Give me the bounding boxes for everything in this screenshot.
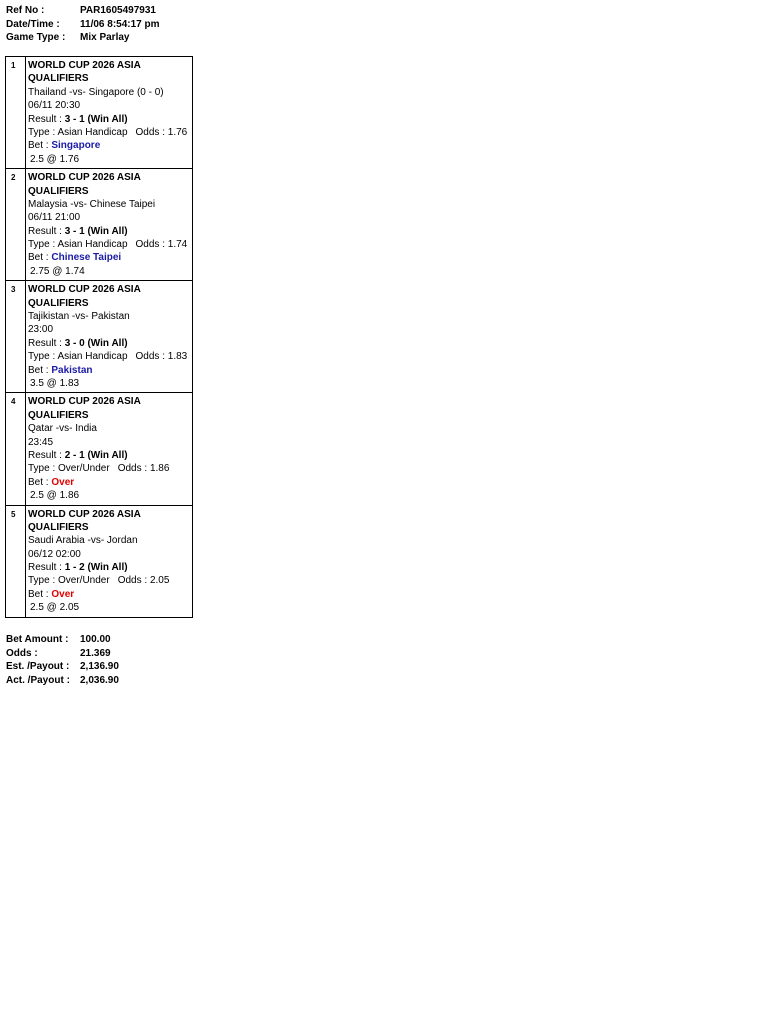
leg-number: 1 xyxy=(6,57,26,169)
bet-type: Type : Asian Handicap xyxy=(28,239,128,251)
leg-odds: Odds : 1.86 xyxy=(117,463,170,475)
datetime-label: Date/Time : xyxy=(6,18,60,30)
bet-leg-row xyxy=(6,57,193,169)
ref-no-value: PAR1605497931 xyxy=(80,5,156,16)
bet-selection-line xyxy=(28,251,192,264)
datetime-value: 11/06 8:54:17 pm xyxy=(80,18,160,30)
leg-number: 2 xyxy=(6,169,26,281)
bet-type-line xyxy=(28,126,192,139)
game-type-label: Game Type : xyxy=(6,32,66,43)
act-payout-row xyxy=(6,674,119,688)
match-teams: Malaysia -vs- Chinese Taipei xyxy=(28,198,156,210)
ref-no-row xyxy=(6,4,160,18)
match-time: 06/12 02:00 xyxy=(28,548,81,560)
match-result xyxy=(28,561,192,574)
match-teams: Saudi Arabia -vs- Jordan xyxy=(28,535,138,547)
leg-odds: Odds : 1.83 xyxy=(135,351,188,363)
bet-label: Bet : xyxy=(28,588,52,600)
leg-number: 4 xyxy=(6,393,26,505)
league-name-line2: QUALIFIERS xyxy=(28,409,89,421)
result-label: Result : xyxy=(28,225,65,237)
league-name-line2: QUALIFIERS xyxy=(28,185,89,197)
league-name-line1: WORLD CUP 2026 ASIA xyxy=(28,284,141,296)
bet-leg-row xyxy=(6,393,193,505)
leg-odds: Odds : 1.74 xyxy=(135,239,188,251)
bet-label: Bet : xyxy=(28,252,52,264)
bet-amount-value: 100.00 xyxy=(80,634,111,645)
leg-details xyxy=(26,393,193,505)
result-value: 3 - 1 (Win All) xyxy=(64,113,128,125)
act-payout-label: Act. /Payout : xyxy=(6,674,70,686)
leg-details xyxy=(26,505,193,617)
bet-selection-line xyxy=(28,364,192,377)
result-label: Result : xyxy=(28,562,65,574)
result-value: 1 - 2 (Win All) xyxy=(64,562,128,574)
handicap-line: 3.5 @ 1.83 xyxy=(30,377,80,389)
bet-leg-row xyxy=(6,281,193,393)
handicap-line: 2.75 @ 1.74 xyxy=(30,265,85,277)
match-time: 06/11 20:30 xyxy=(28,100,81,112)
match-time: 23:45 xyxy=(28,436,54,448)
result-value: 2 - 1 (Win All) xyxy=(64,449,128,461)
est-payout-value: 2,136.90 xyxy=(80,661,119,672)
ticket-header xyxy=(6,4,160,45)
bet-selection: Over xyxy=(51,588,75,600)
bet-type: Type : Asian Handicap xyxy=(28,126,128,138)
bet-amount-label: Bet Amount : xyxy=(6,634,69,645)
est-payout-row xyxy=(6,660,119,674)
handicap-line: 2.5 @ 1.86 xyxy=(30,490,80,502)
leg-number: 3 xyxy=(6,281,26,393)
bet-selection: Singapore xyxy=(51,140,101,152)
result-label: Result : xyxy=(28,449,65,461)
bet-selection-line xyxy=(28,588,192,601)
league-name-line2: QUALIFIERS xyxy=(28,73,89,85)
bet-type: Type : Asian Handicap xyxy=(28,351,128,363)
league-name-line1: WORLD CUP 2026 ASIA xyxy=(28,60,141,71)
result-value: 3 - 0 (Win All) xyxy=(64,337,128,349)
handicap-line: 2.5 @ 1.76 xyxy=(30,153,80,165)
leg-details xyxy=(26,57,193,169)
bet-label: Bet : xyxy=(28,364,52,376)
leg-odds: Odds : 2.05 xyxy=(117,575,170,587)
datetime-row xyxy=(6,18,160,32)
match-time: 06/11 21:00 xyxy=(28,212,81,224)
match-result xyxy=(28,113,192,126)
act-payout-value: 2,036.90 xyxy=(80,674,119,686)
total-odds-row xyxy=(6,647,119,661)
bet-label: Bet : xyxy=(28,476,52,488)
est-payout-label: Est. /Payout : xyxy=(6,661,70,672)
ref-no-label: Ref No : xyxy=(6,5,45,16)
bet-selection-line xyxy=(28,476,192,489)
match-teams: Qatar -vs- India xyxy=(28,423,97,435)
bet-type: Type : Over/Under xyxy=(28,463,110,475)
bet-leg-row xyxy=(6,505,193,617)
bet-type-line xyxy=(28,238,192,251)
bet-selection-line xyxy=(28,139,192,152)
bet-leg-row xyxy=(6,169,193,281)
league-name-line2: QUALIFIERS xyxy=(28,521,89,533)
bet-label: Bet : xyxy=(28,140,52,152)
result-value: 3 - 1 (Win All) xyxy=(64,225,128,237)
bet-selection: Chinese Taipei xyxy=(51,252,122,264)
leg-details xyxy=(26,281,193,393)
match-teams: Tajikistan -vs- Pakistan xyxy=(28,311,130,323)
match-result xyxy=(28,225,192,238)
league-name-line1: WORLD CUP 2026 ASIA xyxy=(28,172,141,184)
bet-type-line xyxy=(28,574,192,587)
bet-legs-table xyxy=(5,56,193,618)
league-name-line2: QUALIFIERS xyxy=(28,297,89,309)
total-odds-label: Odds : xyxy=(6,647,38,659)
bet-selection: Pakistan xyxy=(51,364,93,376)
leg-details xyxy=(26,169,193,281)
total-odds-value: 21.369 xyxy=(80,647,111,659)
league-name-line1: WORLD CUP 2026 ASIA xyxy=(28,508,141,520)
bet-selection: Over xyxy=(51,476,75,488)
match-result xyxy=(28,449,192,462)
bet-type: Type : Over/Under xyxy=(28,575,110,587)
match-time: 23:00 xyxy=(28,324,54,336)
match-teams: Thailand -vs- Singapore (0 - 0) xyxy=(28,86,164,98)
leg-number: 5 xyxy=(6,505,26,617)
leg-odds: Odds : 1.76 xyxy=(135,126,188,138)
result-label: Result : xyxy=(28,113,65,125)
bet-type-line xyxy=(28,462,192,475)
game-type-value: Mix Parlay xyxy=(80,32,130,43)
ticket-summary xyxy=(6,633,119,687)
league-name-line1: WORLD CUP 2026 ASIA xyxy=(28,396,141,408)
match-result xyxy=(28,337,192,350)
game-type-row xyxy=(6,31,160,45)
bet-type-line xyxy=(28,350,192,363)
bet-amount-row xyxy=(6,633,119,647)
handicap-line: 2.5 @ 2.05 xyxy=(30,602,80,614)
result-label: Result : xyxy=(28,337,65,349)
